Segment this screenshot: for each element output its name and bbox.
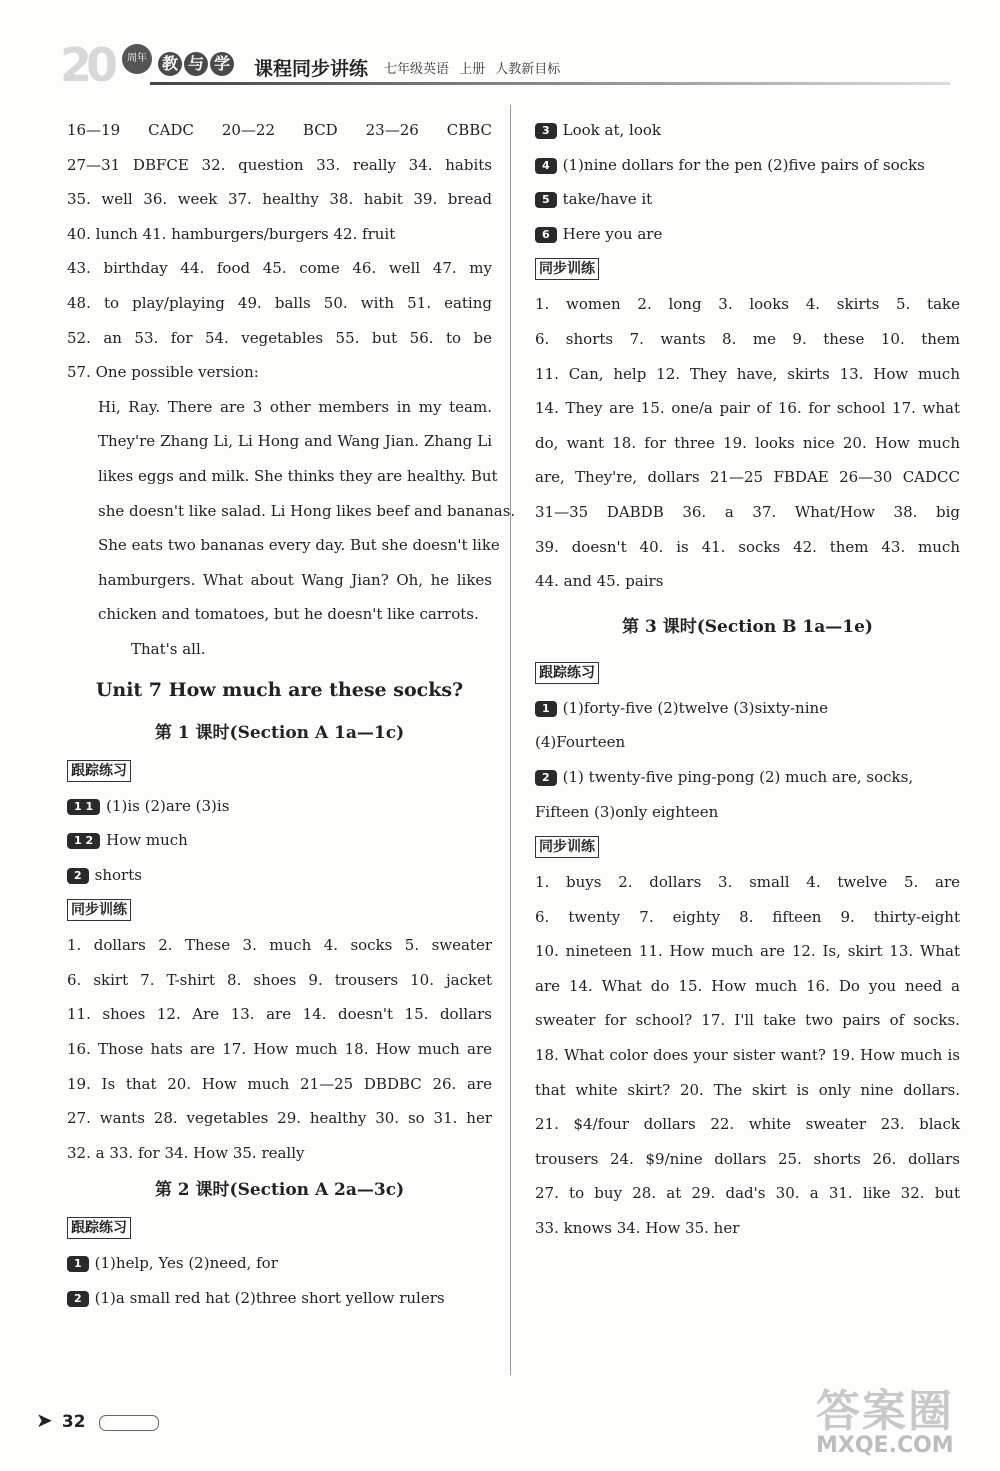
brand-char: 学	[210, 52, 234, 76]
tracking-answer	[535, 760, 960, 795]
answer-text: (1) twenty-five ping-pong (2) much are, socks,	[562, 767, 914, 786]
lesson-title: 第 1 课时(Section A 1a—1c)	[154, 722, 405, 743]
answer-line: sweater for school? 17. I'll take two pairs of socks.	[535, 1011, 960, 1030]
item-badge: 6	[535, 227, 557, 243]
answer-line: 27. wants 28. vegetables 29. healthy 30. so 31. her	[67, 1109, 492, 1128]
section-tag-sync: 同步训练	[535, 258, 599, 280]
essay-line: she doesn't like salad. Li Hong likes beef and bananas.	[98, 501, 516, 520]
tracking-answer	[535, 182, 960, 217]
answer-line: 27—31 DBFCE 32. question 33. really 34. habits	[67, 155, 492, 174]
answer-line: are 14. What do 15. How much 16. Do you need a	[535, 976, 960, 995]
answer-line: 32. a 33. for 34. How 35. really	[67, 1143, 305, 1162]
page-header	[0, 0, 1000, 100]
brand-char: 教	[158, 52, 182, 76]
answer-line: 18. What color does your sister want? 19. How much is	[535, 1046, 960, 1065]
answer-text: Here you are	[562, 224, 663, 243]
answer-line: 11. Can, help 12. They have, skirts 13. How much	[535, 364, 960, 383]
answer-text: (1)forty-five (2)twelve (3)sixty-nine	[562, 698, 829, 717]
tracking-answer	[535, 217, 960, 252]
answer-line: 35. well 36. week 37. healthy 38. habit 39. bread	[67, 190, 492, 209]
section-tag-tracking: 跟踪练习	[67, 1217, 131, 1239]
tracking-answer	[535, 795, 960, 830]
answer-line: 19. Is that 20. How much 21—25 DBDBC 26. are	[67, 1074, 492, 1093]
item-badge: 1 2	[67, 833, 100, 849]
lesson-title: 第 2 课时(Section A 2a—3c)	[154, 1180, 405, 1201]
answer-line: 1. dollars 2. These 3. much 4. socks 5. sweater	[67, 936, 492, 955]
answer-text: (1)is (2)are (3)is	[106, 796, 230, 815]
item-badge: 2	[535, 770, 557, 786]
tracking-answer	[67, 1281, 492, 1316]
item-badge: 1	[67, 1256, 89, 1272]
answer-line: 27. to buy 28. at 29. dad's 30. a 31. like 32. but	[535, 1184, 960, 1203]
section-tag-sync: 同步训练	[67, 899, 131, 921]
answer-line: 39. doesn't 40. is 41. socks 42. them 43. much	[535, 537, 960, 556]
column-divider	[510, 105, 511, 1375]
answer-text: How much	[106, 831, 188, 850]
answer-line: 16—19 CADC 20—22 BCD 23—26 CBBC	[67, 121, 492, 139]
footer-ornament	[99, 1415, 159, 1431]
answer-line: 31—35 DABDB 36. a 37. What/How 38. big	[535, 502, 960, 521]
essay-line: hamburgers. What about Wang Jian? Oh, he likes	[98, 570, 492, 589]
unit-title: Unit 7 How much are these socks?	[95, 678, 464, 701]
tracking-answer	[535, 691, 960, 726]
essay-line: likes eggs and milk. She thinks they are healthy. But	[98, 466, 498, 485]
essay-line: She eats two bananas every day. But she doesn't like	[98, 536, 500, 555]
answer-line: 14. They are 15. one/a pair of 16. for school 17. what	[535, 399, 960, 418]
answer-text: shorts	[94, 865, 142, 884]
item-badge: 1	[535, 701, 557, 717]
tracking-answer	[535, 148, 960, 183]
answer-text: (1)help, Yes (2)need, for	[94, 1254, 278, 1273]
answer-text: (1)nine dollars for the pen (2)five pairs of socks	[562, 155, 925, 174]
brand-mark	[158, 52, 236, 80]
answer-line: do, want 18. for three 19. looks nice 20. How much	[535, 433, 960, 452]
anniversary-logo: 20	[60, 38, 113, 92]
watermark-url: MXQE.COM	[816, 1433, 954, 1458]
page-footer	[36, 1408, 159, 1432]
answer-line: 6. skirt 7. T-shirt 8. shoes 9. trousers 10. jacket	[67, 970, 492, 989]
essay-line: chicken and tomatoes, but he doesn't like carrots.	[98, 605, 479, 624]
series-title: 课程同步讲练	[254, 58, 369, 80]
answer-line: 43. birthday 44. food 45. come 46. well 47. my	[67, 259, 492, 278]
essay-line: That's all.	[131, 639, 206, 658]
tracking-answer	[67, 823, 492, 858]
answer-line: 40. lunch 41. hamburgers/burgers 42. fruit	[67, 224, 396, 243]
page-number: 32	[61, 1412, 86, 1432]
answer-line: that white skirt? 20. The skirt is only nine dollars.	[535, 1080, 960, 1099]
item-badge: 5	[535, 192, 557, 208]
answer-line: 6. twenty 7. eighty 8. fifteen 9. thirty-eight	[535, 907, 960, 926]
brand-char: 与	[184, 52, 208, 76]
book-subtitle: 七年级英语 上册 人教新目标	[384, 62, 561, 77]
tracking-answer	[535, 113, 960, 148]
item-badge: 2	[67, 868, 89, 884]
arrow-right-icon: ➤	[36, 1408, 53, 1432]
item-badge: 2	[67, 1291, 89, 1307]
left-column	[67, 113, 516, 1316]
answer-line: 57. One possible version:	[67, 363, 259, 382]
tracking-answer	[535, 725, 960, 760]
answer-line: 52. an 53. for 54. vegetables 55. but 56. to be	[67, 328, 492, 347]
answer-line: 11. shoes 12. Are 13. are 14. doesn't 15. dollars	[67, 1005, 492, 1024]
answer-line: trousers 24. $9/nine dollars 25. shorts 26. dollars	[535, 1149, 960, 1168]
answer-line: 48. to play/playing 49. balls 50. with 51. eating	[67, 293, 492, 312]
item-badge: 4	[535, 158, 557, 174]
answer-line: 10. nineteen 11. How much are 12. Is, skirt 13. What	[535, 942, 960, 961]
answer-text: Fifteen (3)only eighteen	[535, 802, 719, 821]
tracking-answer	[67, 1246, 492, 1281]
essay-line: Hi, Ray. There are 3 other members in my team.	[98, 397, 492, 416]
header-rule	[150, 82, 950, 85]
watermark-logo: 答案圈	[816, 1386, 954, 1437]
tracking-answer	[67, 789, 492, 824]
essay-line: They're Zhang Li, Li Hong and Wang Jian. Zhang Li	[98, 432, 492, 451]
answer-line: 33. knows 34. How 35. her	[535, 1219, 740, 1238]
watermark	[816, 1375, 996, 1465]
answer-text: Look at, look	[562, 121, 661, 139]
answer-text: (1)a small red hat (2)three short yellow rulers	[94, 1289, 445, 1308]
answer-text: (4)Fourteen	[535, 733, 626, 752]
item-badge: 1 1	[67, 799, 100, 815]
logo-badge: 周年	[122, 44, 152, 74]
answer-line: 1. women 2. long 3. looks 4. skirts 5. take	[535, 295, 960, 314]
answer-line: 44. and 45. pairs	[535, 572, 664, 591]
answer-line: 16. Those hats are 17. How much 18. How much are	[67, 1040, 492, 1059]
answer-line: 21. $4/four dollars 22. white sweater 23. black	[535, 1115, 960, 1134]
section-tag-sync: 同步训练	[535, 836, 599, 858]
item-badge: 3	[535, 123, 557, 139]
right-column	[535, 113, 960, 1246]
tracking-answer	[67, 858, 492, 893]
answer-line: 6. shorts 7. wants 8. me 9. these 10. them	[535, 329, 960, 348]
lesson-title: 第 3 课时(Section B 1a—1e)	[622, 616, 873, 637]
section-tag-tracking: 跟踪练习	[67, 760, 131, 782]
answer-text: take/have it	[562, 190, 653, 209]
answer-line: are, They're, dollars 21—25 FBDAE 26—30 CADCC	[535, 468, 960, 487]
section-tag-tracking: 跟踪练习	[535, 662, 599, 684]
answer-line: 1. buys 2. dollars 3. small 4. twelve 5. are	[535, 873, 960, 892]
